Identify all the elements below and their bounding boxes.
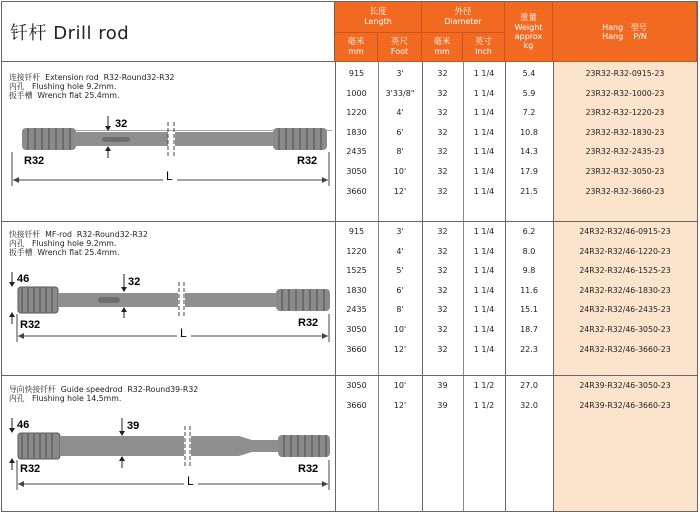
cell-d: 32 (437, 69, 448, 78)
weight-header-cn: 重量 (519, 12, 537, 23)
mm-subheader-cn: 毫米 (347, 37, 365, 47)
mm-subheader (335, 33, 378, 62)
cell-part-number: 24R32-R32/46-0915-23 (579, 227, 671, 236)
cell-kg: 17.9 (520, 167, 538, 176)
cell-d: 32 (437, 167, 448, 176)
section3-description (9, 385, 198, 403)
dimension-39-label: 39 (127, 420, 140, 432)
cell-part-number: 23R32-R32-1220-23 (585, 108, 665, 118)
cell-d: 32 (437, 285, 448, 295)
cell-part-number: 23R32-R32-1000-23 (585, 88, 665, 98)
cell-mm: 1220 (346, 108, 367, 118)
cell-kg: 21.5 (520, 186, 538, 196)
cell-mm: 3050 (346, 325, 367, 334)
cell-mm: 3050 (346, 167, 367, 176)
cell-part-number: 24R32-R32/46-2435-23 (579, 305, 671, 315)
desc-line: 连接钎杆 Extension rod R32-Round32-R32 (9, 73, 175, 82)
right-thread-label: R32 (298, 463, 319, 475)
cell-in: 1 1/4 (473, 186, 495, 196)
section2-description (9, 230, 148, 258)
cell-ft: 8' (396, 147, 404, 157)
cell-d: 32 (437, 127, 448, 137)
dimension-46-label: 46 (17, 273, 30, 285)
hang-header-line2: Hang P/N (602, 31, 647, 41)
cell-kg: 9.8 (522, 266, 536, 276)
cell-kg: 5.4 (522, 69, 536, 78)
cell-kg: 27.0 (520, 381, 538, 390)
cell-in: 1 1/4 (473, 69, 495, 78)
cell-ft: 5' (396, 266, 404, 276)
cell-part-number: 24R32-R32/46-3050-23 (579, 325, 671, 334)
length-label: L (180, 326, 187, 340)
guide-speedrod-drawing (8, 416, 333, 494)
foot-subheader-en: Foot (390, 47, 409, 56)
inch-subheader-en: inch (475, 47, 492, 56)
cell-in: 1 1/4 (473, 127, 495, 137)
foot-subheader (378, 33, 422, 62)
cell-ft: 6' (396, 127, 404, 137)
cell-mm: 915 (348, 227, 365, 236)
right-thread-label: R32 (298, 317, 319, 329)
desc-line: 快接钎杆 MF-rod R32-Round32-R32 (9, 230, 148, 239)
section1-description (9, 73, 175, 101)
cell-ft: 4' (396, 108, 404, 118)
cell-part-number: 24R32-R32/46-1220-23 (579, 246, 671, 256)
cell-in: 1 1/4 (473, 246, 495, 256)
cell-ft: 10' (393, 325, 407, 334)
cell-in: 1 1/4 (473, 266, 495, 276)
desc-line: 内孔 Flushing hole 14.5mm. (9, 394, 122, 404)
desc-line: 内孔 Flushing hole 9.2mm. (9, 239, 117, 249)
cell-kg: 18.7 (520, 325, 538, 334)
cell-kg: 11.6 (520, 285, 538, 295)
desc-line: 扳手槽 Wrench flat 25.4mm. (9, 91, 120, 101)
dmm-subheader-en: mm (434, 47, 450, 56)
cell-kg: 22.3 (520, 344, 538, 354)
cell-d: 32 (437, 305, 448, 315)
dimension-32-label: 32 (115, 118, 128, 130)
inch-subheader (463, 33, 505, 62)
left-thread-label: R32 (24, 155, 45, 167)
cell-part-number: 23R32-R32-0915-23 (585, 69, 665, 78)
cell-d: 32 (437, 325, 448, 334)
cell-mm: 2435 (346, 305, 367, 315)
cell-kg: 7.2 (522, 108, 536, 118)
cell-kg: 32.0 (520, 400, 538, 410)
cell-part-number: 23R32-R32-2435-23 (585, 147, 665, 157)
diameter-header (422, 2, 505, 33)
dmm-subheader (422, 33, 463, 62)
dmm-subheader-cn: 毫米 (433, 37, 451, 47)
cell-ft: 12' (393, 186, 407, 196)
title-cell (2, 2, 335, 62)
cell-in: 1 1/4 (473, 285, 495, 295)
cell-d: 32 (437, 266, 448, 276)
cell-mm: 3660 (346, 344, 367, 354)
product-table (1, 1, 698, 512)
cell-mm: 1220 (346, 246, 367, 256)
weight-header (505, 2, 553, 62)
dimension-46-label: 46 (17, 419, 30, 431)
page-title: 钎杆 Drill rod (10, 22, 130, 44)
rod-shaft (191, 436, 239, 456)
weight-header-en1: Weight (514, 22, 543, 32)
cell-ft: 6' (396, 285, 404, 295)
cell-d: 39 (437, 400, 448, 410)
cell-part-number: 24R39-R32/46-3660-23 (579, 400, 671, 410)
cell-kg: 8.0 (522, 246, 536, 256)
cell-ft: 3'33/8" (385, 88, 415, 98)
left-thread-label: R32 (20, 463, 41, 475)
cell-ft: 4' (396, 246, 404, 256)
diameter-header-en: Diameter (444, 17, 482, 26)
mm-subheader-en: mm (348, 47, 364, 56)
cell-part-number: 24R39-R32/46-3050-23 (579, 381, 671, 390)
rod-shaft (175, 132, 275, 146)
right-thread-label: R32 (297, 155, 318, 167)
cell-ft: 12' (393, 400, 407, 410)
cell-mm: 2435 (346, 147, 367, 157)
rod-shaft (185, 293, 277, 307)
cell-in: 1 1/4 (473, 305, 495, 315)
section-divider (2, 221, 697, 222)
cell-d: 32 (437, 108, 448, 118)
cell-mm: 3660 (346, 186, 367, 196)
cell-d: 32 (437, 88, 448, 98)
cell-in: 1 1/4 (473, 344, 495, 354)
cell-part-number: 24R32-R32/46-3660-23 (579, 344, 671, 354)
cell-in: 1 1/2 (473, 400, 495, 410)
cell-part-number: 23R32-R32-1830-23 (585, 127, 665, 137)
length-label: L (187, 474, 194, 488)
diameter-header-cn: 外径 (454, 7, 472, 17)
cell-d: 32 (437, 246, 448, 256)
cell-d: 39 (437, 381, 448, 390)
cell-mm: 3660 (346, 400, 367, 410)
dimension-32-label: 32 (128, 276, 141, 288)
cell-kg: 10.8 (520, 127, 538, 137)
cell-mm: 1830 (346, 127, 367, 137)
cell-in: 1 1/4 (473, 227, 495, 236)
cell-kg: 14.3 (520, 147, 538, 157)
desc-line: 导向快接钎杆 Guide speedrod R32-Round39-R32 (9, 385, 199, 394)
cell-ft: 10' (393, 167, 407, 176)
rod-shaft (60, 436, 184, 456)
extension-rod-drawing (8, 114, 333, 189)
cell-mm: 915 (348, 69, 365, 78)
cell-kg: 6.2 (522, 227, 536, 236)
cell-d: 32 (437, 227, 448, 236)
cell-in: 1 1/4 (473, 167, 495, 176)
cell-d: 32 (437, 147, 448, 157)
length-label: L (166, 169, 173, 183)
cell-ft: 3' (396, 227, 404, 236)
cell-part-number: 23R32-R32-3660-23 (585, 186, 665, 196)
cell-kg: 15.1 (520, 305, 538, 315)
cell-in: 1 1/4 (473, 147, 495, 157)
cell-mm: 1525 (346, 266, 367, 276)
weight-header-en3: kg (523, 40, 534, 50)
cell-mm: 1830 (346, 285, 367, 295)
hang-header (553, 2, 697, 62)
cell-in: 1 1/2 (473, 381, 495, 390)
desc-line: 扳手槽 Wrench flat 25.4mm. (9, 248, 120, 258)
hang-header-line1: Hang 型号 (602, 22, 647, 32)
section-divider (2, 375, 697, 376)
length-header-en: Length (364, 17, 392, 26)
cell-part-number: 24R32-R32/46-1525-23 (579, 266, 671, 276)
cell-ft: 12' (393, 344, 407, 354)
cell-d: 32 (437, 186, 448, 196)
cell-kg: 5.9 (522, 88, 536, 98)
foot-subheader-cn: 英尺 (390, 37, 408, 47)
cell-in: 1 1/4 (473, 88, 495, 98)
cell-d: 32 (437, 344, 448, 354)
cell-mm: 1000 (346, 88, 367, 98)
desc-line: 内孔 Flushing hole 9.2mm. (9, 82, 117, 92)
cell-in: 1 1/4 (473, 325, 495, 334)
cell-part-number: 24R32-R32/46-1830-23 (579, 285, 671, 295)
left-thread-label: R32 (20, 319, 41, 331)
length-header-cn: 长度 (369, 7, 387, 17)
cell-mm: 3050 (346, 381, 367, 390)
cell-ft: 10' (393, 381, 407, 390)
cell-part-number: 23R32-R32-3050-23 (585, 167, 665, 176)
cell-in: 1 1/4 (473, 108, 495, 118)
mf-rod-drawing (8, 270, 333, 348)
inch-subheader-cn: 英寸 (474, 37, 492, 47)
cell-ft: 8' (396, 305, 404, 315)
cell-ft: 3' (396, 69, 404, 78)
length-header (335, 2, 422, 33)
weight-header-en2: approx (514, 31, 543, 41)
